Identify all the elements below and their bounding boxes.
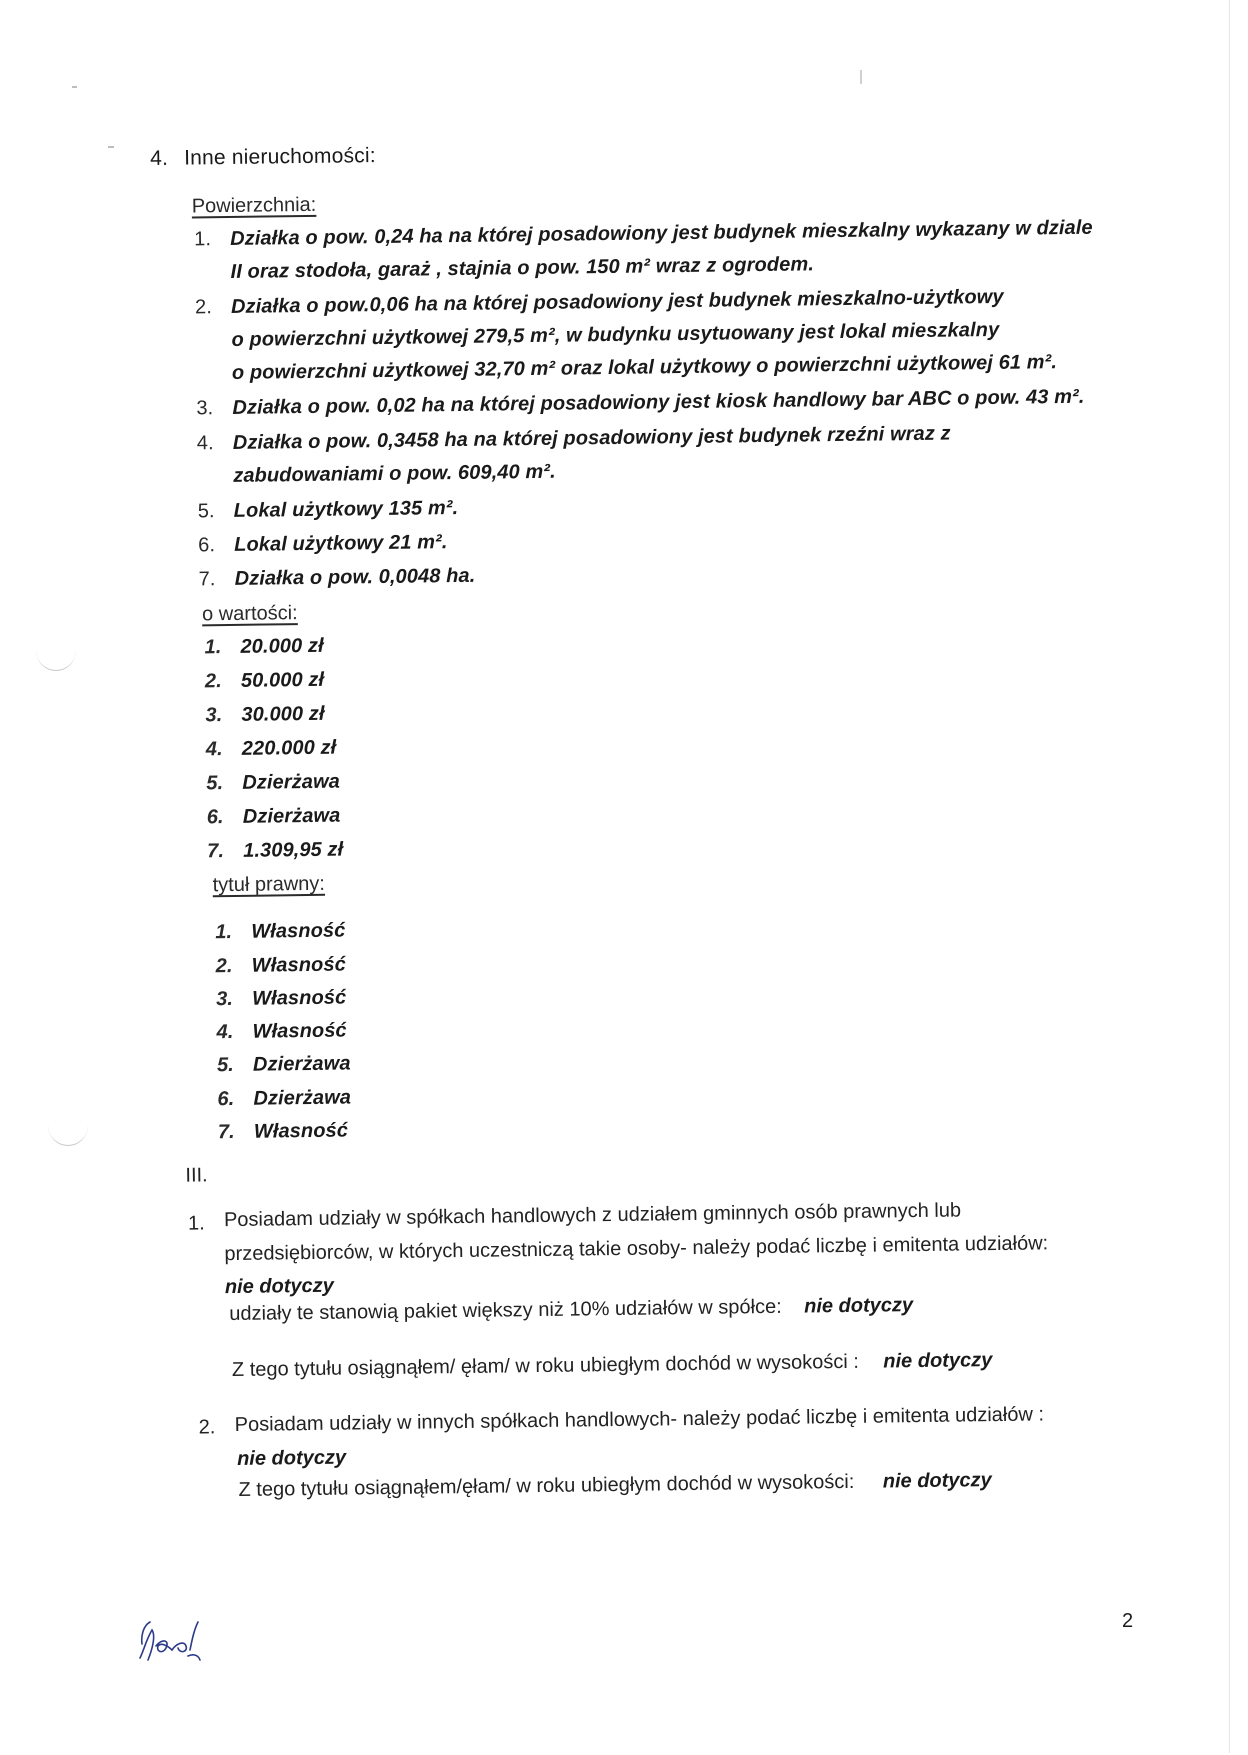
item-number: 4. bbox=[216, 1020, 234, 1044]
item-text: Działka o pow. 0,24 ha na której posadowiony jest budynek mieszkalny wykazany w dziale bbox=[230, 216, 1093, 250]
item-value: Dzierżawa bbox=[242, 770, 341, 794]
answer-value: nie dotyczy bbox=[236, 1446, 347, 1470]
item-number: 6. bbox=[198, 534, 216, 557]
income-row bbox=[232, 1349, 993, 1382]
income-text: Z tego tytułu osiągnąłem/ ęłam/ w roku ubiegłym dochód w wysokości : bbox=[231, 1350, 860, 1382]
item-number: 2. bbox=[198, 1416, 216, 1439]
item-value: Dzierżawa bbox=[252, 1052, 351, 1076]
item-value: 220.000 zł bbox=[241, 736, 337, 760]
surface-label: Powierzchnia: bbox=[191, 193, 317, 218]
item-text: Działka o pow. 0,3458 ha na której posadowiony jest budynek rzeźni wraz z bbox=[232, 422, 951, 454]
handwritten-initials-signature bbox=[128, 1600, 218, 1670]
section-title: Inne nieruchomości: bbox=[183, 144, 376, 170]
item-value: Własność bbox=[252, 1019, 347, 1043]
item-number: 2. bbox=[204, 670, 222, 693]
item-number: 1. bbox=[187, 1212, 205, 1235]
item-number: 5. bbox=[216, 1053, 235, 1077]
item-number: 4. bbox=[205, 738, 223, 761]
item-value: Dzierżawa bbox=[253, 1086, 352, 1110]
value-label: o wartości: bbox=[201, 602, 298, 626]
income-row bbox=[238, 1469, 991, 1502]
item-text: Lokal użytkowy 21 m². bbox=[234, 531, 448, 556]
page-number: 2 bbox=[1122, 1610, 1134, 1632]
answer-value: nie dotyczy bbox=[804, 1294, 914, 1318]
item-number: 2. bbox=[215, 954, 233, 978]
item-number: 4. bbox=[196, 432, 214, 455]
item-text: Działka o pow.0,06 ha na której posadowiony jest budynek mieszkalno-użytkowy bbox=[230, 285, 1004, 318]
item-number: 3. bbox=[196, 397, 214, 420]
other-shares-text: Posiadam udziały w innych spółkach handlowych- należy podać liczbę i emitenta udziałów : bbox=[234, 1403, 1045, 1436]
item-text: Działka o pow. 0,02 ha na której posadowiony jest kiosk handlowy bar ABC o pow. 43 m². bbox=[232, 385, 1085, 419]
item-number: 5. bbox=[206, 772, 224, 795]
item-value: Własność bbox=[251, 953, 346, 977]
shares-gmina-text: Posiadam udziały w spółkach handlowych z udziałem gminnych osób prawnych lub bbox=[223, 1199, 962, 1232]
item-number: 1. bbox=[215, 920, 233, 944]
item-number: 5. bbox=[197, 500, 215, 523]
item-value: 30.000 zł bbox=[241, 702, 325, 726]
section-number: 4. bbox=[149, 146, 169, 170]
legal-title-label: tytuł prawny: bbox=[212, 872, 326, 897]
section-3-heading: III. bbox=[185, 1164, 208, 1187]
item-text-continuation: zabudowaniami o pow. 609,40 m². bbox=[233, 460, 556, 487]
item-text-continuation: o powierzchni użytkowej 279,5 m², w budynku usytuowany jest lokal mieszkalny bbox=[231, 318, 1000, 351]
item-value: Dzierżawa bbox=[242, 804, 341, 828]
item-text: Lokal użytkowy 135 m². bbox=[233, 496, 459, 522]
item-number: 1. bbox=[204, 636, 222, 659]
item-number: 2. bbox=[194, 296, 213, 319]
item-number: 3. bbox=[205, 704, 223, 727]
item-value: Własność bbox=[251, 919, 346, 943]
item-number: 3. bbox=[215, 987, 234, 1011]
income-text: Z tego tytułu osiągnąłem/ęłam/ w roku ubiegłym dochód w wysokości: bbox=[238, 1470, 855, 1501]
answer-value: nie dotyczy bbox=[882, 1469, 992, 1493]
item-text-continuation: II oraz stodoła, garaż , stajnia o pow. 150 m² wraz z ogrodem. bbox=[230, 253, 815, 283]
section-4-heading bbox=[150, 144, 376, 171]
item-number: 7. bbox=[217, 1120, 235, 1144]
item-number: 7. bbox=[198, 568, 216, 591]
item-value: Własność bbox=[253, 1119, 349, 1143]
item-number: 1. bbox=[194, 228, 212, 251]
item-value: 1.309,95 zł bbox=[243, 838, 344, 862]
item-text-continuation: o powierzchni użytkowej 32,70 m² oraz lokal użytkowy o powierzchni użytkowej 61 m². bbox=[231, 351, 1058, 384]
shares-10-percent-row bbox=[229, 1294, 913, 1326]
item-number: 7. bbox=[207, 840, 225, 863]
item-value: Własność bbox=[251, 986, 347, 1010]
answer-value: nie dotyczy bbox=[224, 1274, 334, 1299]
item-value: 20.000 zł bbox=[240, 634, 324, 658]
item-text: Działka o pow. 0,0048 ha. bbox=[234, 564, 476, 590]
item-number: 6. bbox=[217, 1087, 235, 1111]
item-value: 50.000 zł bbox=[240, 668, 325, 692]
shares-gmina-text: przedsiębiorców, w których uczestniczą takie osoby- należy podać liczbę i emitenta udziałów: bbox=[224, 1232, 1049, 1266]
shares-10-percent-text: udziały te stanowią pakiet większy niż 10% udziałów w spółce: bbox=[229, 1295, 782, 1326]
answer-value: nie dotyczy bbox=[883, 1349, 993, 1373]
item-number: 6. bbox=[206, 806, 224, 829]
